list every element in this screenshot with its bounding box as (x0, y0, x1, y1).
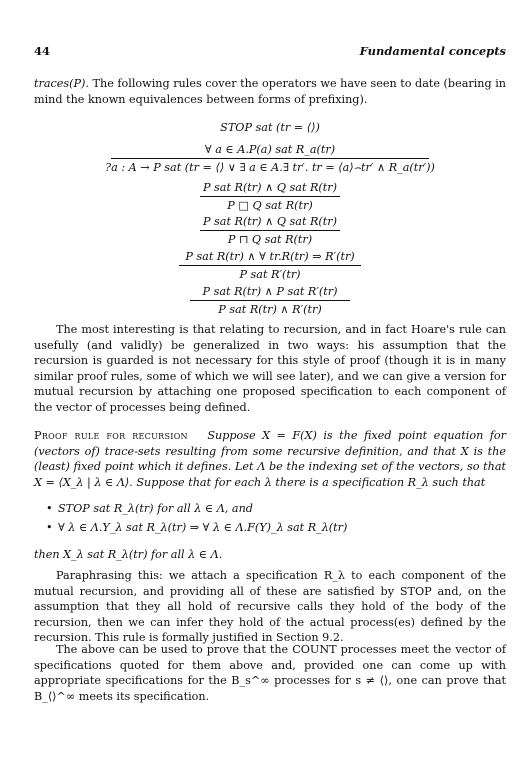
rule-int-premise: P sat R(tr) ∧ Q sat R(tr) (202, 215, 338, 228)
bullet-dot: • (46, 502, 53, 515)
rule-int-bar (200, 230, 340, 231)
rule-int-conclusion: P ⊓ Q sat R(tr) (227, 233, 313, 246)
intro-lead: traces(P). (34, 77, 89, 90)
conclusion-line: then X_λ sat R_λ(tr) for all λ ∈ Λ. (34, 548, 223, 561)
rule-prefix-bar (111, 158, 429, 159)
bullet-text: STOP sat R_λ(tr) for all λ ∈ Λ, and (58, 502, 253, 515)
bullet-item (46, 502, 253, 515)
proof-rule-statement (34, 428, 506, 490)
rule-conj-conclusion: P sat R(tr) ∧ R′(tr) (218, 303, 322, 316)
rule-internal-choice (34, 214, 506, 247)
bullet-item (46, 521, 348, 534)
rule-conjunction (34, 284, 506, 317)
rule-weak-premise: P sat R(tr) ∧ ∀ tr.R(tr) ⇒ R′(tr) (185, 250, 355, 263)
rule-conj-premise: P sat R(tr) ∧ P sat R′(tr) (202, 285, 338, 298)
rule-ext-conclusion: P □ Q sat R(tr) (227, 199, 313, 212)
rule-weakening (34, 249, 506, 282)
running-header (34, 44, 506, 60)
proof-rule-body: Suppose X = F(X) is the fixed point equation for (vectors of) trace-sets resulting from some recursive definition, and that X is the (least) fixed point which it defines. Let Λ be the indexing set of the vectors, so that X = ⟨X_λ | λ ∈ Λ⟩. Suppose that for each λ there is a specification R_λ such that (34, 429, 507, 489)
intro-rest: The following rules cover the operators we have seen to date (bearing in mind the known equivalences between forms of prefixing). (34, 77, 507, 106)
bullet-dot: • (46, 521, 53, 534)
rule-ext-bar (200, 196, 340, 197)
rule-prefix-conclusion: ?a : A → P sat (tr = ⟨⟩ ∨ ∃ a ∈ A.∃ tr′. tr = ⟨a⟩⌢tr′ ∧ R_a(tr′)) (105, 161, 435, 174)
paragraph-count: The above can be used to prove that the COUNT processes meet the vector of specifications quoted for them above and, provided one can come up with appropriate specifications for the B_s^∞ processes for s ≠ ⟨⟩, one can prove that B_⟨⟩^∞ meets its specification. (34, 643, 506, 703)
rule-ext-premise: P sat R(tr) ∧ Q sat R(tr) (202, 181, 338, 194)
running-title: Fundamental concepts (359, 44, 506, 58)
rule-weak-conclusion: P sat R′(tr) (239, 268, 301, 281)
page-number: 44 (34, 44, 51, 58)
paragraph-recursion: The most interesting is that relating to recursion, and in fact Hoare's rule can usefully (and validly) be generalized in two ways: his assumption that the recursion is guarded is not necessary for this style of proof (though it is in many similar proof rules, some of which we will see later), and we can give a version for mutual recursion by attaching one proposed specification to each component of the vector of processes being defined. (34, 323, 506, 414)
rule-external-choice (34, 180, 506, 213)
rule-prefix (34, 142, 506, 175)
rule-weak-bar (179, 265, 361, 266)
paragraph-paraphrase: Paraphrasing this: we attach a specification R_λ to each component of the mutual recursion, and providing all of these are satisfied by STOP and, on the assumption that they all hold of recursive calls they hold of the body of the recursion, then we can infer they hold of the actual process(es) defined by the recursion. This rule is formally justified in Section 9.2. (34, 569, 506, 645)
rule-stop: STOP sat (tr = ⟨⟩) (220, 121, 320, 134)
rule-prefix-premise: ∀ a ∈ A.P(a) sat R_a(tr) (204, 143, 336, 156)
intro-paragraph (34, 76, 506, 107)
bullet-text: ∀ λ ∈ Λ.Y_λ sat R_λ(tr) ⇒ ∀ λ ∈ Λ.F(Y)_λ sat R_λ(tr) (58, 521, 348, 534)
proof-rule-heading: Proof rule for recursion (34, 429, 188, 442)
rule-conj-bar (190, 300, 350, 301)
